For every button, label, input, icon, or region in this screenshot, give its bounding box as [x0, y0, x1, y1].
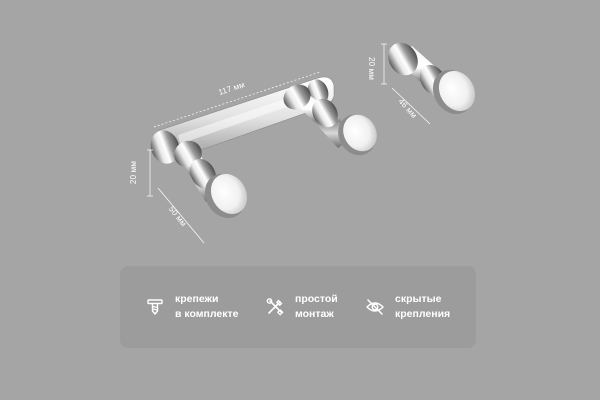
feature-hidden-mount-line2: крепления: [395, 308, 451, 320]
feature-installation: [264, 266, 338, 348]
eye-off-icon: [364, 296, 386, 318]
height-right-label: 20 мм: [367, 56, 377, 81]
feature-hidden-mount-line1: скрытые: [395, 293, 442, 305]
feature-fasteners: [144, 266, 238, 348]
depth-left-label: 50 мм: [166, 204, 189, 229]
feature-installation-line1: простой: [295, 293, 338, 305]
features-panel: [120, 266, 476, 348]
feature-hidden-mount: [364, 266, 450, 348]
screw-icon: [144, 296, 166, 318]
feature-fasteners-line1: крепежи: [175, 293, 219, 305]
single-hook-illustration: [382, 37, 482, 121]
feature-installation-line2: монтаж: [295, 308, 334, 320]
depth-right-label: 46 мм: [396, 96, 419, 121]
tools-icon: [264, 296, 286, 318]
feature-fasteners-line2: в комплекте: [175, 308, 239, 320]
length-label: 117 мм: [217, 80, 246, 97]
height-left-label: 20 мм: [129, 160, 139, 185]
double-hook-illustration: [146, 76, 383, 225]
